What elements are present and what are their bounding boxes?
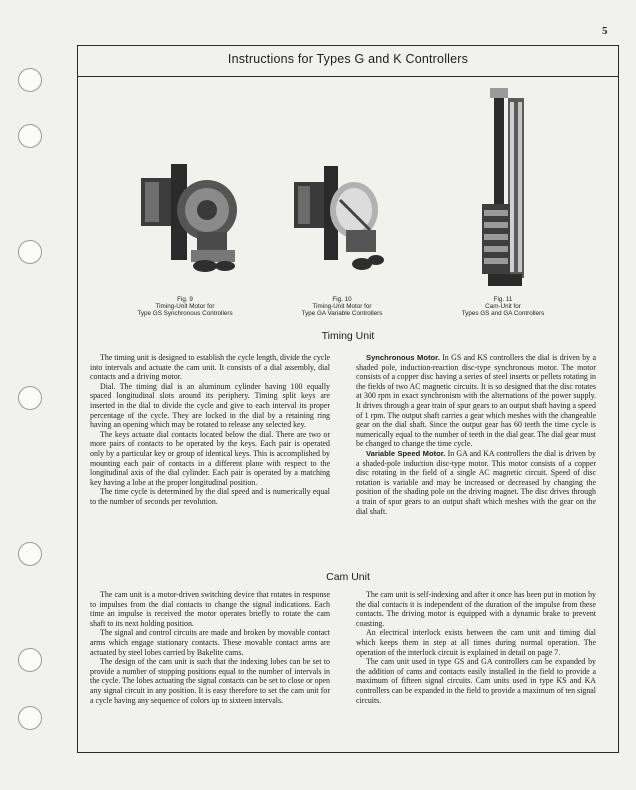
timing-unit-right-column xyxy=(356,353,596,516)
paragraph: The keys actuate dial contacts located below the dial. There are two or more pairs of contacts to be operated by the keys. Each pair is operated only by a particular key or group of identical keys. This is accomplished by mounting each pair of contacts in a different plane with respect to the longitudinal axis of the dial cylinder. Each pair is operated by a matching key having a lobe at the proper longitudinal position. xyxy=(90,429,330,487)
figure-9-line2: Type GS Synchronous Controllers xyxy=(137,310,233,317)
paragraph: Dial. The timing dial is an aluminum cylinder having 100 equally spaced longitudinal slots around its periphery. Timing split keys are inserted in the dial to divide the cycle and give to each interval its proper percentage of the cycle. They are locked in the dial by a retaining ring having an opening which may be rotated to release any selected key. xyxy=(90,381,330,430)
binder-hole xyxy=(18,240,42,264)
binder-hole xyxy=(18,706,42,730)
figure-10-caption xyxy=(286,296,398,317)
paragraph: The cam unit is self-indexing and after it once has been put in motion by the dial contacts it is independent of the duration of the impulse from these contacts. The driving motor is equipped with a dynamic brake to prevent coasting. xyxy=(356,590,596,628)
binder-hole xyxy=(18,386,42,410)
figure-10-line2: Type GA Variable Controllers xyxy=(301,310,383,317)
paragraph: The cam unit is a motor-driven switching device that rotates in response to impulses from the dial contacts to change the signal indications. Each time an impulse is received the motor operates briefly to rotate the cam shaft to its next holding position. xyxy=(90,590,330,628)
binder-hole xyxy=(18,648,42,672)
paragraph-text: In GS and KS controllers the dial is driven by a shaded pole, induction-reaction disc-type synchronous motor. The motor consists of a copper disc having a series of steel inserts or pellets rotating in the fields of two AC magnetic circuits. It is so designed that the disc rotates at 300 rpm in exact synchronism with the alternations of the power supply. It drives through a gear train of spur gears to an output shaft having a speed of 1 rpm. The output shaft carries a gear which meshes with the changeable gear on the dial shaft. Since the output gear has 60 teeth the time cycle is numerically equal to the number of teeth in the dial gear. The dial gear must be changed to change the time cycle. xyxy=(356,353,596,449)
paragraph: The signal and control circuits are made and broken by movable contact arms which engage stationary contacts. These movable contact arms are actuated by steel lobes carried by Bakelite cams. xyxy=(90,628,330,657)
cam-unit-right-column xyxy=(356,590,596,705)
figure-11-line2: Types GS and GA Controllers xyxy=(461,310,545,317)
figure-10-line1: Timing-Unit Motor for xyxy=(312,303,372,310)
figure-11-photo xyxy=(474,84,536,290)
figure-11-line1: Cam-Unit for xyxy=(485,303,521,310)
figure-11-label: Fig. 11 xyxy=(493,296,513,303)
figure-9-caption xyxy=(118,296,252,317)
binder-hole xyxy=(18,542,42,566)
figure-9-label: Fig. 9 xyxy=(177,296,193,303)
figure-11-caption xyxy=(448,296,558,317)
cam-unit-left-column xyxy=(90,590,330,705)
timing-unit-left-column xyxy=(90,353,330,507)
binder-hole xyxy=(18,124,42,148)
paragraph: The time cycle is determined by the dial speed and is numerically equal to the number of seconds per revolution. xyxy=(90,487,330,506)
paragraph: The cam unit used in type GS and GA controllers can be expanded by the addition of cams and contacts easily installed in the field to provide a maximum of fifteen signal circuits. Cam units used in type KS and KA controllers can be expanded in the field to provide a maximum of ten signal circuits. xyxy=(356,657,596,705)
title-divider xyxy=(77,76,619,77)
figure-10-label: Fig. 10 xyxy=(332,296,352,303)
timing-unit-heading: Timing Unit xyxy=(321,330,375,342)
binder-hole xyxy=(18,68,42,92)
page-number: 5 xyxy=(602,25,608,37)
paragraph xyxy=(356,353,596,449)
paragraph: The design of the cam unit is such that the indexing lobes can be set to provide a number of stopping positions equal to the number of intervals in the cycle. The lobes actuating the signal contacts can be set to close or open any signal circuit in any position. It is easy therefore to set the cam unit for a cycle having any sequence of colors up to sixteen intervals. xyxy=(90,657,330,705)
figure-10-photo xyxy=(290,160,390,278)
cam-unit-heading: Cam Unit xyxy=(326,571,370,583)
paragraph-heading: Variable Speed Motor. xyxy=(366,448,446,458)
paragraph: An electrical interlock exists between the cam unit and timing dial which keeps them in step at all times during normal operation. The operation of the interlock circuit is explained in detail on page 7. xyxy=(356,628,596,657)
figure-9-photo xyxy=(135,158,245,276)
page-title: Instructions for Types G and K Controllers xyxy=(227,52,469,66)
paragraph-text: In GA and KA controllers the dial is driven by a shaded-pole induction disc-type motor. This motor consists of a copper disc rotating in the field of a single AC magnetic circuit. Speed of disc rotation is variable and may be increased or decreased by changing the position of the shading pole on the driving magnet. The disc drives through a train of spur gears to an output shaft which meshes with the gear on the dial shaft. xyxy=(356,448,596,516)
figure-9-line1: Timing-Unit Motor for xyxy=(155,303,215,310)
paragraph-heading: Synchronous Motor. xyxy=(366,353,440,362)
paragraph xyxy=(356,449,596,516)
paragraph: The timing unit is designed to establish the cycle length, divide the cycle into intervals and actuate the cam unit. It consists of a dial assembly, dial contacts and a driving motor. xyxy=(90,353,330,382)
